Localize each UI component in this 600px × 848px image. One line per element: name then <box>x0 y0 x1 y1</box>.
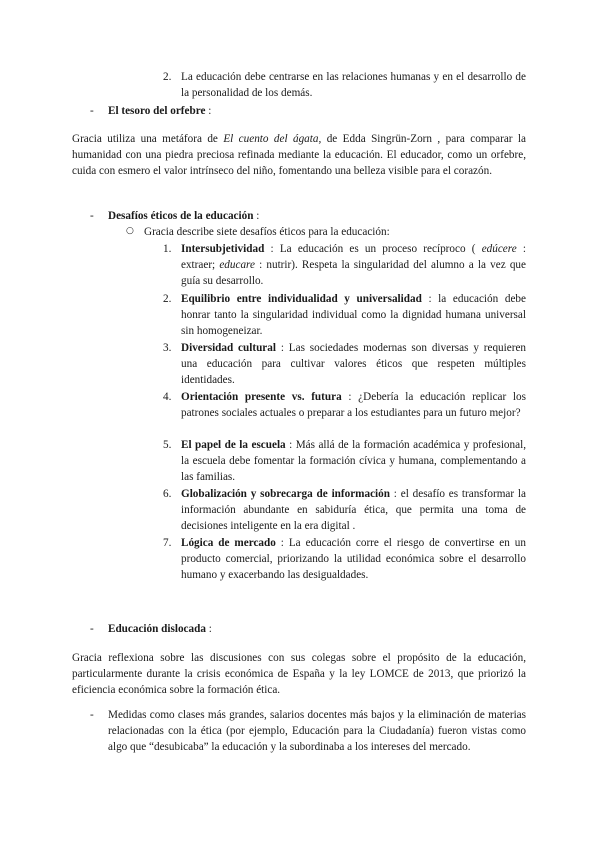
book-title: El cuento del ágata, <box>223 133 322 145</box>
tesoro-paragraph <box>72 131 526 179</box>
latin-term: educare <box>219 259 255 271</box>
challenge-title: Lógica de mercado <box>181 537 276 549</box>
heading-separator: : <box>205 105 212 117</box>
circle-bullet-icon: ○ <box>126 226 134 236</box>
desafios-intro: Gracia describe siete desafíos éticos para la educación: <box>144 226 390 238</box>
list-number: 4. <box>163 391 172 403</box>
paragraph-text: Gracia utiliza una metáfora de <box>72 133 224 145</box>
challenge-item <box>181 340 526 388</box>
challenge-title: Intersubjetividad <box>181 243 265 255</box>
dislocada-bullet-text: Medidas como clases más grandes, salarios docentes más bajos y la eliminación de materias relacionadas con la ética (por ejemplo, Educación para la Ciudadanía) fueron vistas como algo que “desubicaba” la educación y la subordinaba a los intereses del mercado. <box>108 709 526 753</box>
challenge-text: : Las sociedades modernas son diversas y requieren una educación para cultivar valores éticos que respeten múltiples identidades. <box>181 342 527 386</box>
challenge-item <box>181 291 526 339</box>
dash-bullet: - <box>90 105 94 117</box>
list-number: 7. <box>163 537 172 549</box>
challenge-item <box>181 389 526 421</box>
list-number: 3. <box>163 342 172 354</box>
challenge-text: : nutrir). Respeta la singularidad del alumno a la vez que guía su desarrollo. <box>181 259 526 287</box>
dash-bullet: - <box>90 709 94 721</box>
challenge-item <box>181 241 526 289</box>
challenge-title: Equilibrio entre individualidad y universalidad <box>181 293 422 305</box>
challenge-text: : ¿Debería la educación replicar los patrones sociales actuales o preparar a los estudiantes para un futuro mejor? <box>181 391 526 419</box>
dislocada-paragraph: Gracia reflexiona sobre las discusiones con sus colegas sobre el propósito de la educación, particularmente durante la crisis económica de España y la ley LOMCE de 2013, que priorizó la eficiencia económica sobre la formación ética. <box>72 652 526 696</box>
latin-term: edúcere <box>481 243 517 255</box>
heading-separator: : <box>253 210 260 222</box>
challenge-text: : la educación debe honrar tanto la singularidad individual como la dignidad humana universal sin homogeneizar. <box>181 293 526 337</box>
challenge-text: : La educación corre el riesgo de convertirse en un producto comercial, priorizando la utilidad económica sobre el desarrollo humano y exacerbando las desigualdades. <box>181 537 526 581</box>
challenge-title: Globalización y sobrecarga de información <box>181 488 390 500</box>
challenge-item <box>181 535 526 583</box>
section-heading-desafios <box>108 208 528 224</box>
list-number: 6. <box>163 488 172 500</box>
heading-title: Educación dislocada <box>108 623 206 635</box>
list-item-text: La educación debe centrarse en las relaciones humanas y en el desarrollo de la personalidad de los demás. <box>181 71 526 99</box>
challenge-item <box>181 437 526 485</box>
challenge-title: El papel de la escuela <box>181 439 286 451</box>
list-number: 5. <box>163 439 172 451</box>
heading-title: Desafíos éticos de la educación <box>108 210 254 222</box>
section-heading-tesoro <box>108 103 528 119</box>
challenge-text: : extraer; <box>181 243 527 271</box>
challenge-item <box>181 486 526 534</box>
list-number: 2. <box>163 293 172 305</box>
heading-title: El tesoro del orfebre <box>108 105 206 117</box>
challenge-text: : Más allá de la formación académica y profesional, la escuela debe fomentar la formación cívica y humana, complementando a las familias. <box>181 439 526 483</box>
challenge-text: : el desafío es transformar la información abundante en sabiduría ética, que permita una toma de decisiones inteligente en la era digital . <box>181 488 526 532</box>
heading-separator: : <box>205 623 212 635</box>
list-number: 2. <box>163 71 172 83</box>
paragraph-text: de Edda Singrün-Zorn , para comparar la humanidad con una piedra preciosa refinada mediante la educación. El educador, como un orfebre, cuida con esmero el valor intrínseco del niño, fomentando una belleza visible para el corazón. <box>72 133 526 177</box>
dash-bullet: - <box>90 623 94 635</box>
list-number: 1. <box>163 243 172 255</box>
challenge-title: Diversidad cultural <box>181 342 276 354</box>
challenge-text: : La educación es un proceso recíproco ( <box>264 243 482 255</box>
dash-bullet: - <box>90 210 94 222</box>
challenge-title: Orientación presente vs. futura <box>181 391 342 403</box>
section-heading-dislocada <box>108 621 528 637</box>
